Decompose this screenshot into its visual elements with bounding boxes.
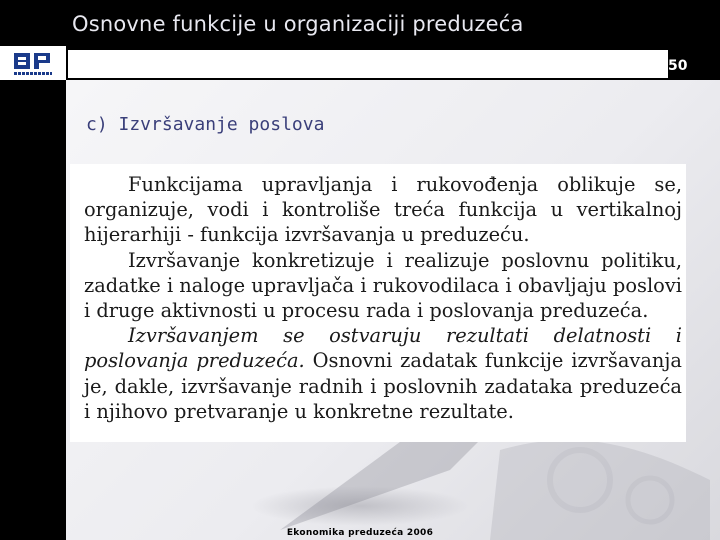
paragraph-3-rest: Osnovni zadatak funkcije izvršavanja je, dakle, izvršavanje radnih i poslovnih zadataka preduzeća i njihovo pretvaranje u konkretne rezultate. [84, 349, 682, 423]
logo-box [0, 46, 68, 80]
footer: Ekonomika preduzeća 2006 [286, 528, 434, 538]
section-heading: c) Izvršavanje poslova [86, 114, 325, 135]
page-number: 50 [668, 58, 688, 74]
footer-shadow [250, 486, 470, 526]
paragraph-2: Izvršavanje konkretizuje i realizuje poslovnu politiku, zadatke i naloge upravljača i rukovodilaca i obavljaju poslovi i druge aktivnosti u procesu rada i poslovanja preduzeća. [84, 248, 682, 323]
scanned-text-body [84, 172, 682, 424]
subtitle-strip [68, 50, 668, 78]
logo-caption-icon [14, 72, 52, 75]
slide-title: Osnovne funkcije u organizaciji preduzeća [72, 12, 524, 36]
paragraph-3 [84, 323, 682, 424]
scanned-text-image [70, 164, 686, 442]
ep-logo-icon [12, 51, 52, 71]
left-rail [0, 80, 66, 540]
paragraph-1: Funkcijama upravljanja i rukovođenja oblikuje se, organizuje, vodi i kontroliše treća funkcija u vertikalnoj hijerarhiji - funkcija izvršavanja u preduzeću. [84, 173, 682, 247]
title-bar [0, 0, 720, 46]
paragraph-3-italic: Izvršavanjem se ostvaruju rezultati delatnosti i poslovanja preduzeća. [84, 324, 682, 373]
